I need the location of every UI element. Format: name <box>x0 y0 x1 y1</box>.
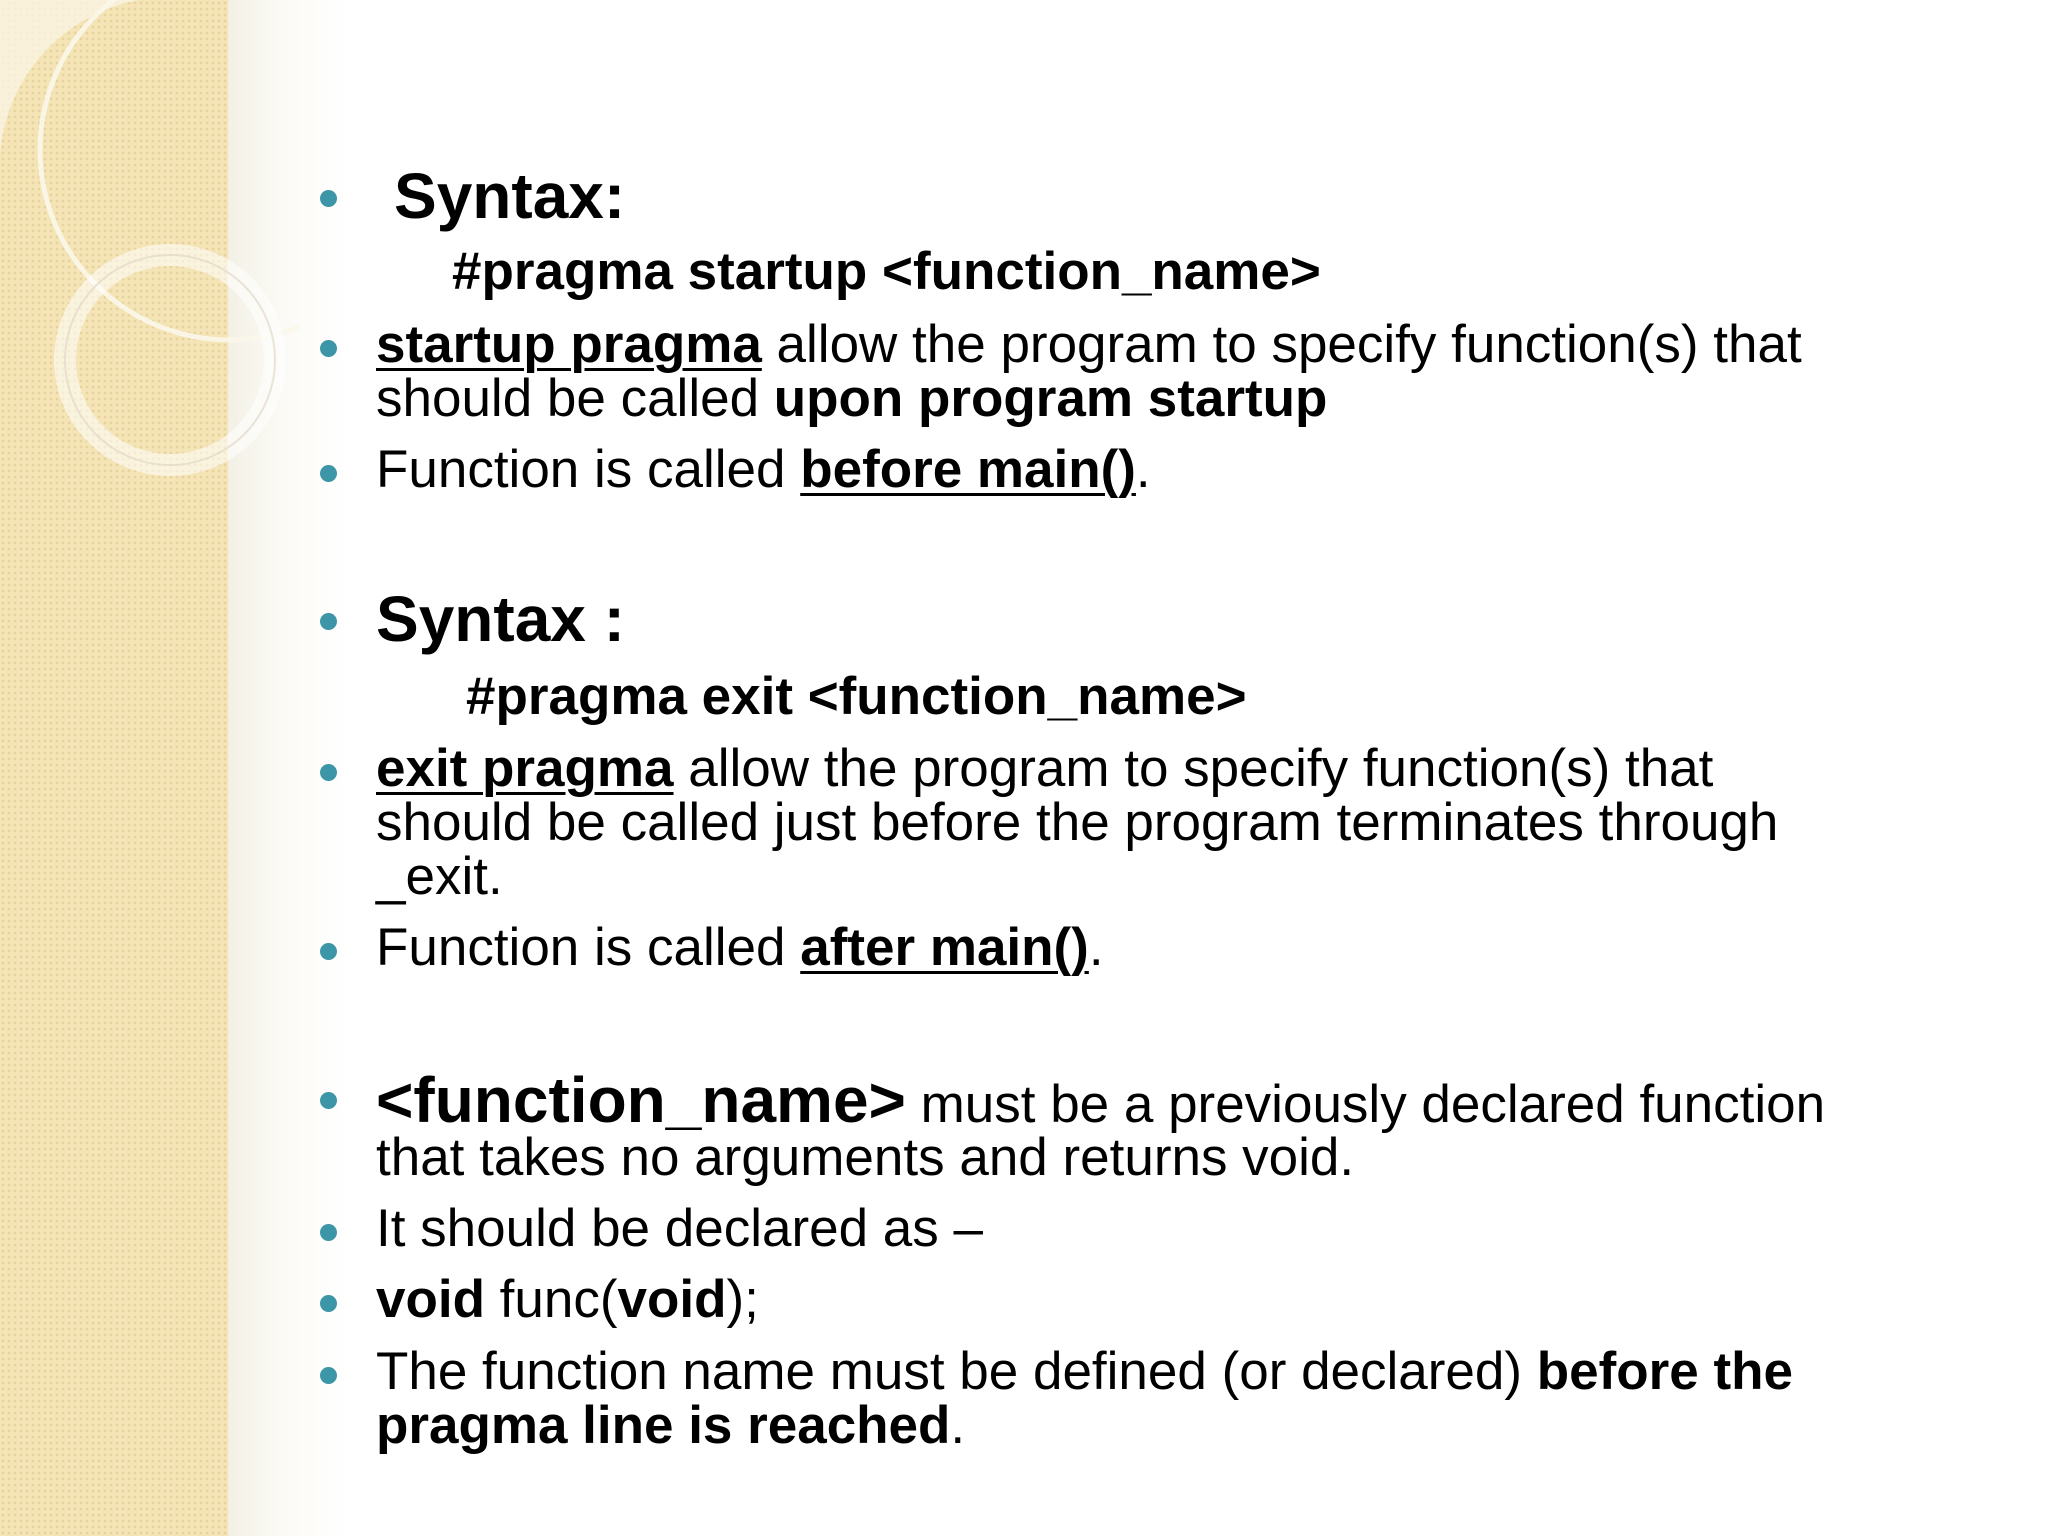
function-name-term: <function_name> <box>376 1064 906 1136</box>
before-main-line <box>376 440 1151 499</box>
startup-pragma-line-1 <box>376 315 1802 374</box>
bullet-dot <box>320 465 337 482</box>
exit-pragma-line-2: should be called just before the program terminates through <box>376 793 1779 852</box>
defined-before-text: The function name must be defined (or declared) <box>376 1342 1537 1401</box>
bullet-dot <box>320 1367 337 1384</box>
exit-pragma-term: exit pragma <box>376 739 674 798</box>
startup-pragma-text: allow the program to specify function(s) that <box>761 315 1802 374</box>
syntax-code-exit: #pragma exit <function_name> <box>466 667 1247 726</box>
defined-before-period: . <box>950 1396 966 1455</box>
startup-pragma-emphasis: upon program startup <box>773 369 1328 428</box>
function-name-line-2: that takes no arguments and returns void. <box>376 1128 1355 1187</box>
startup-pragma-text-2: should be called <box>376 369 774 428</box>
function-name-text: must be a previously declared function <box>905 1075 1826 1134</box>
declared-as-line: It should be declared as – <box>376 1199 983 1258</box>
defined-before-emphasis-1: before the <box>1536 1342 1793 1401</box>
exit-pragma-text: allow the program to specify function(s) that <box>673 739 1714 798</box>
before-main-text: Function is called <box>376 440 801 499</box>
before-main-period: . <box>1135 440 1151 499</box>
defined-before-emphasis-2: pragma line is reached <box>376 1396 951 1455</box>
syntax-heading-startup: Syntax: <box>394 160 626 232</box>
bullet-dot <box>320 340 337 357</box>
bullet-dot <box>320 943 337 960</box>
declaration-end: ); <box>726 1270 759 1329</box>
void-keyword-2: void <box>617 1270 727 1329</box>
exit-pragma-line-1 <box>376 739 1714 798</box>
bullet-dot <box>320 764 337 781</box>
defined-before-line-1 <box>376 1342 1793 1401</box>
after-main-emphasis: after main() <box>800 918 1089 977</box>
after-main-period: . <box>1088 918 1104 977</box>
exit-pragma-line-3: _exit. <box>376 847 503 906</box>
bullet-dot <box>320 1092 337 1109</box>
func-text: func( <box>484 1270 618 1329</box>
bullet-dot <box>320 190 337 207</box>
after-main-text: Function is called <box>376 918 801 977</box>
defined-before-line-2 <box>376 1396 966 1455</box>
startup-pragma-line-2 <box>376 369 1328 428</box>
after-main-line <box>376 918 1104 977</box>
startup-pragma-term: startup pragma <box>376 315 762 374</box>
function-name-line-1 <box>376 1064 1826 1136</box>
void-keyword-1: void <box>376 1270 485 1329</box>
syntax-heading-exit: Syntax : <box>376 583 625 655</box>
void-declaration-line <box>376 1270 759 1329</box>
syntax-code-startup: #pragma startup <function_name> <box>452 242 1321 301</box>
bullet-dot <box>320 1224 337 1241</box>
before-main-emphasis: before main() <box>800 440 1136 499</box>
bullet-dot <box>320 1295 337 1312</box>
bullet-dot <box>320 613 337 630</box>
